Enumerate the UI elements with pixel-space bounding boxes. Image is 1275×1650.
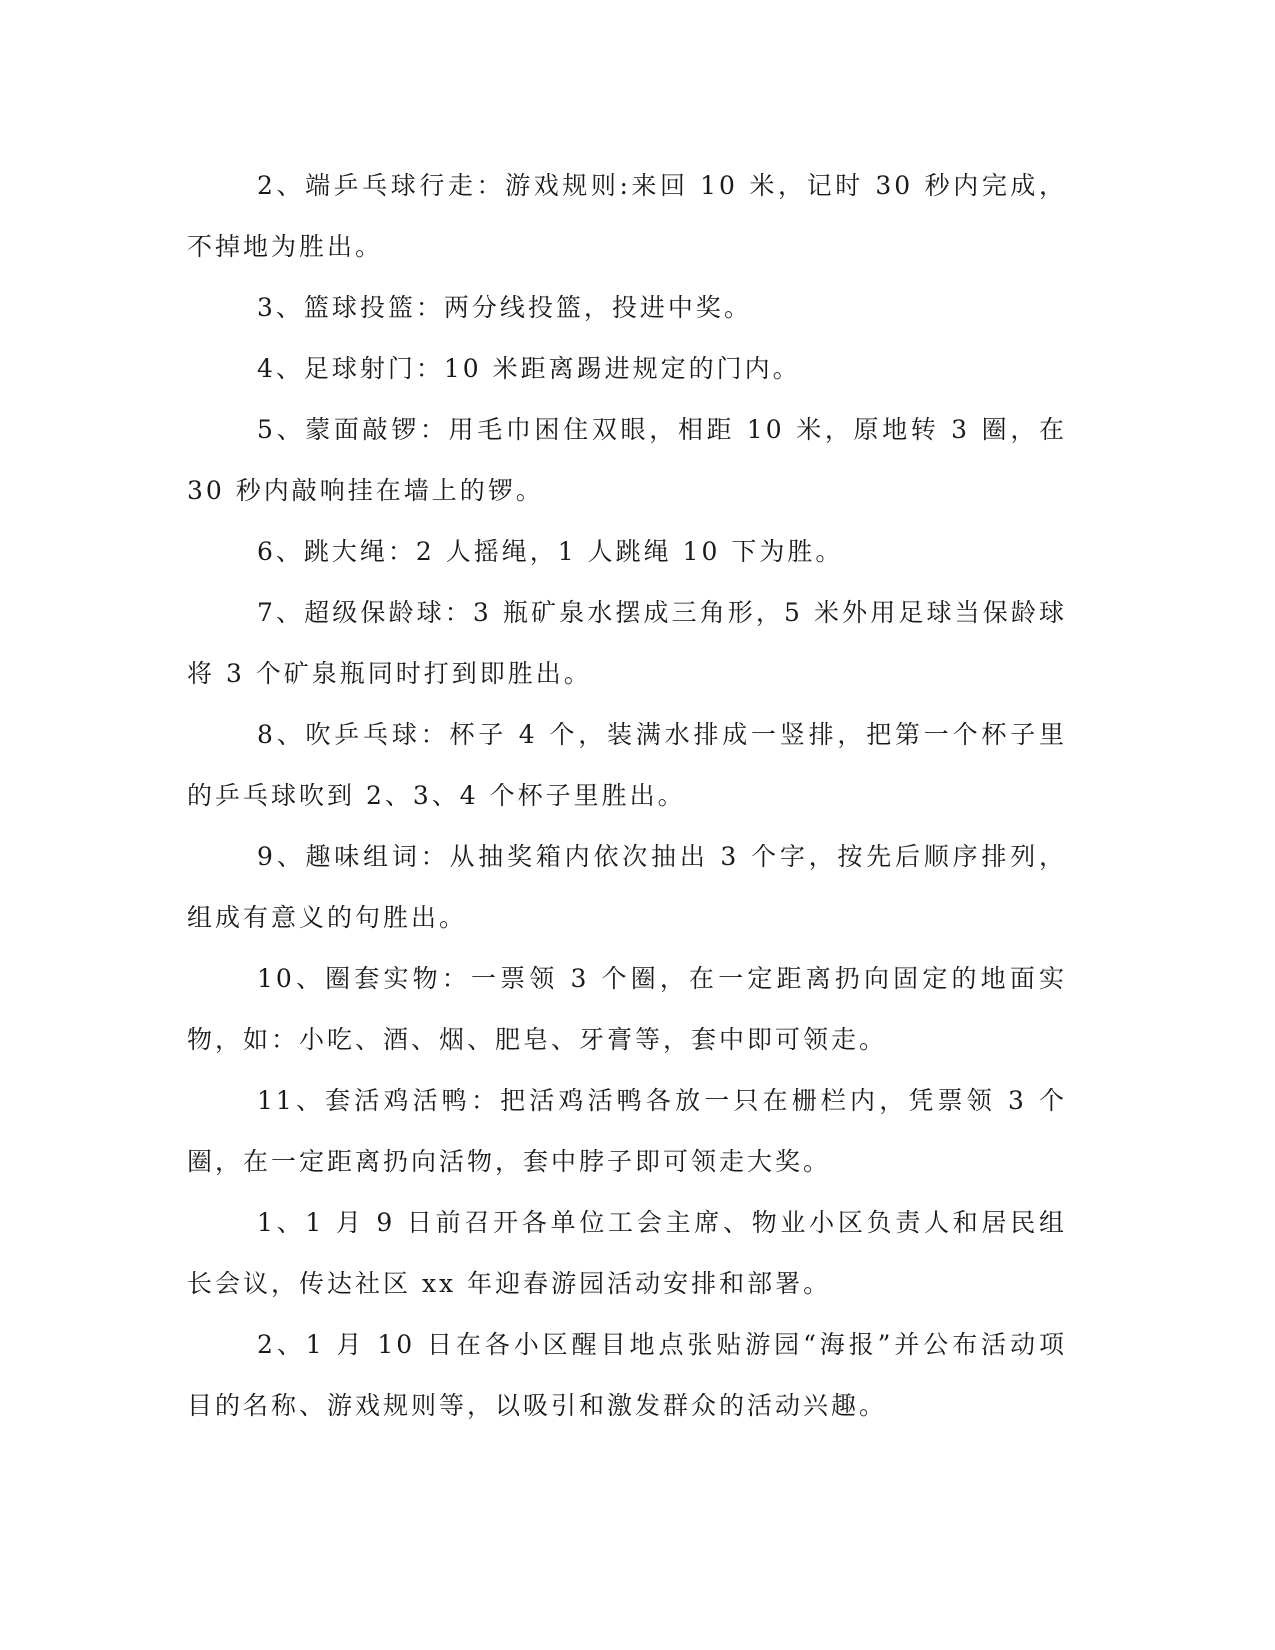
paragraph-jump-rope: 6、跳大绳：2 人摇绳，1 人跳绳 10 下为胜。	[257, 537, 844, 566]
document-body	[187, 155, 1067, 1436]
paragraph-meeting: 1、1 月 9 日前召开各单位工会主席、物业小区负责人和居民组长会议，传达社区 xx 年迎春游园活动安排和部署。	[187, 1208, 1067, 1298]
paragraph-basketball: 3、篮球投篮：两分线投篮，投进中奖。	[257, 293, 752, 322]
paragraph-ping-pong-walk: 2、端乒乓球行走：游戏规则:来回 10 米，记时 30 秒内完成，不掉地为胜出。	[187, 171, 1067, 261]
paragraph-poster: 2、1 月 10 日在各小区醒目地点张贴游园“海报”并公布活动项目的名称、游戏规则等，以吸引和激发群众的活动兴趣。	[187, 1330, 1067, 1420]
paragraph-bowling: 7、超级保龄球：3 瓶矿泉水摆成三角形，5 米外用足球当保龄球将 3 个矿泉瓶同时打到即胜出。	[187, 598, 1067, 688]
paragraph-blow-ping-pong: 8、吹乒乓球：杯子 4 个，装满水排成一竖排，把第一个杯子里的乒乓球吹到 2、3、4 个杯子里胜出。	[187, 720, 1067, 810]
paragraph-ring-toss: 10、圈套实物：一票领 3 个圈，在一定距离扔向固定的地面实物，如：小吃、酒、烟、肥皂、牙膏等，套中即可领走。	[187, 964, 1067, 1054]
paragraph-ring-poultry: 11、套活鸡活鸭：把活鸡活鸭各放一只在栅栏内，凭票领 3 个圈，在一定距离扔向活物，套中脖子即可领走大奖。	[187, 1086, 1067, 1176]
paragraph-football: 4、足球射门：10 米距离踢进规定的门内。	[257, 354, 801, 383]
paragraph-blindfold-gong: 5、蒙面敲锣：用毛巾困住双眼，相距 10 米，原地转 3 圈，在 30 秒内敲响挂在墙上的锣。	[187, 415, 1067, 505]
paragraph-word-game: 9、趣味组词：从抽奖箱内依次抽出 3 个字，按先后顺序排列，组成有意义的句胜出。	[187, 842, 1067, 932]
